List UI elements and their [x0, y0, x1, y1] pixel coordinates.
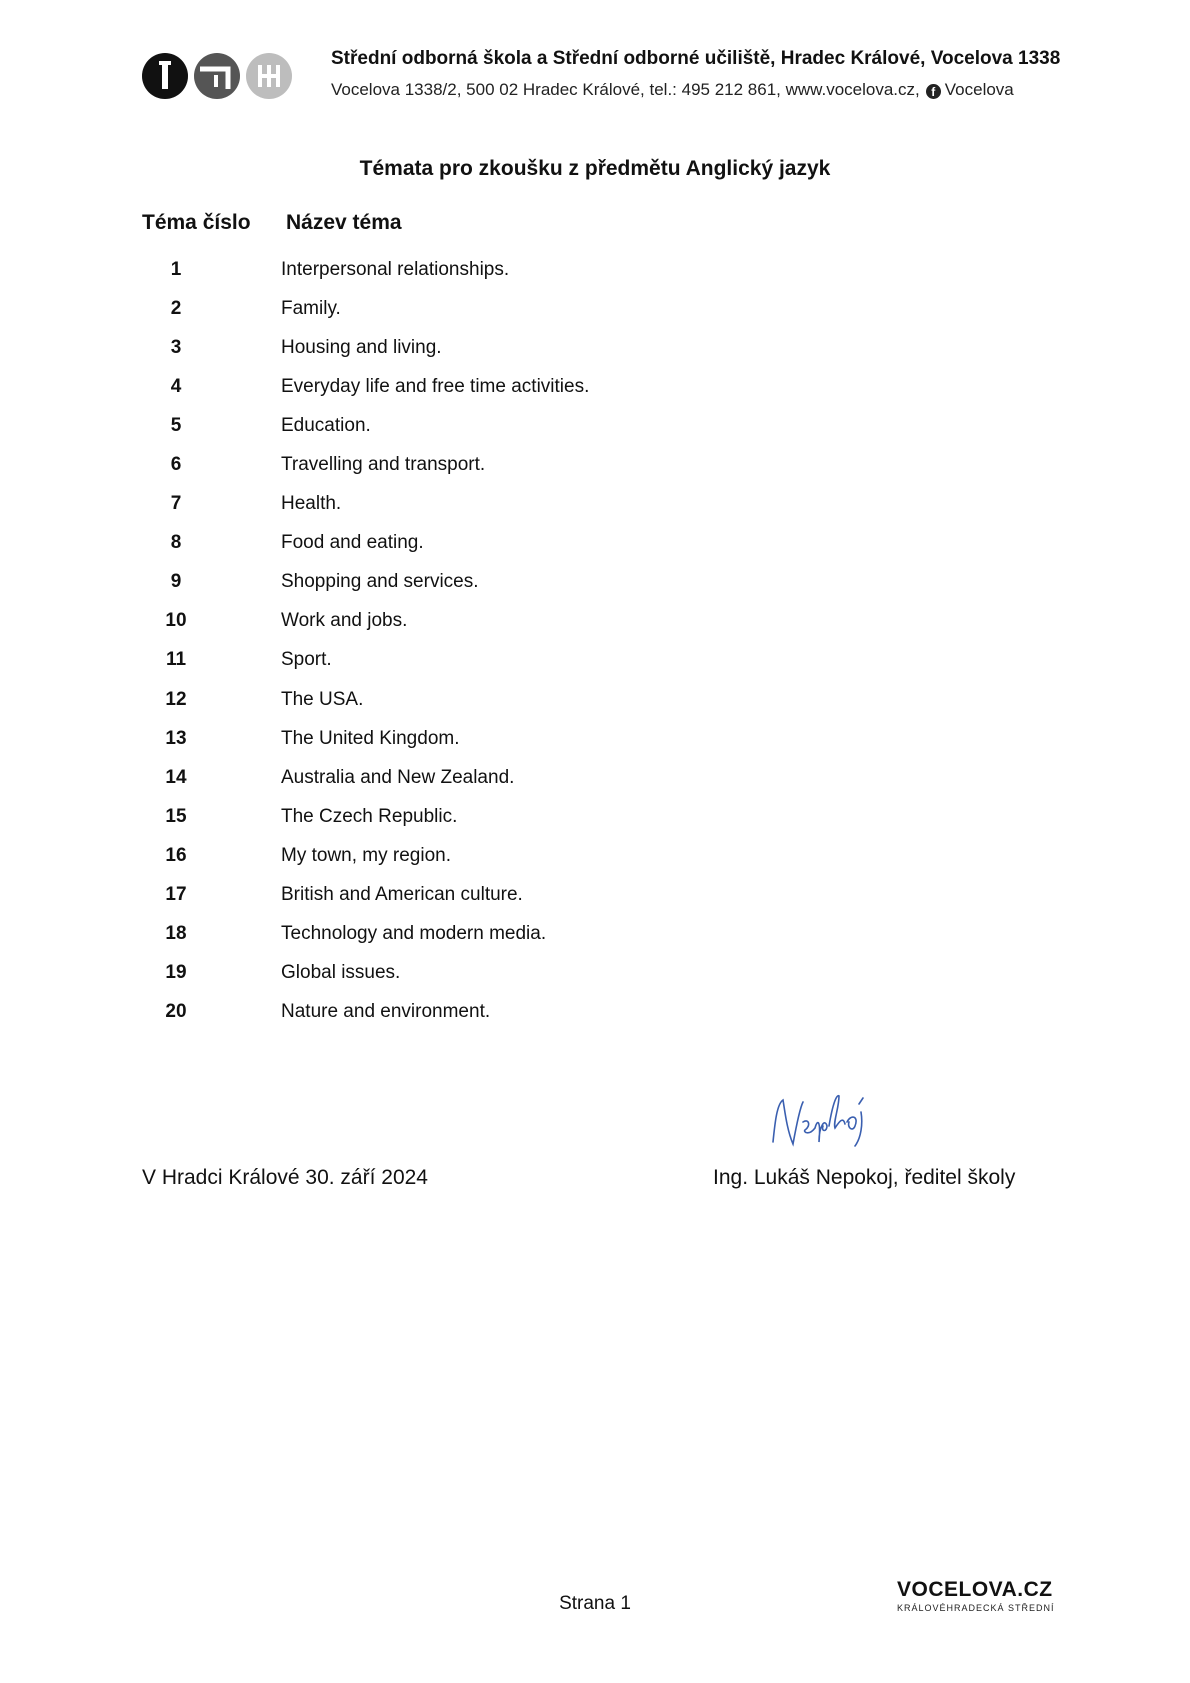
topic-title: Australia and New Zealand. [281, 766, 515, 788]
topic-title: The United Kingdom. [281, 727, 460, 749]
topic-row [142, 406, 842, 445]
topic-number: 10 [165, 610, 187, 632]
facebook-label[interactable]: Vocelova [944, 80, 1014, 99]
school-logo-dark-icon [142, 53, 188, 99]
topic-number: 8 [170, 532, 182, 554]
topic-title: British and American culture. [281, 884, 523, 906]
topic-number: 11 [165, 649, 187, 671]
topic-title: Technology and modern media. [281, 923, 547, 945]
topic-number: 20 [165, 1001, 187, 1023]
topic-number: 12 [165, 688, 187, 710]
topic-title: Sport. [281, 649, 332, 671]
topic-list [142, 250, 842, 1032]
topic-row [142, 250, 842, 289]
topic-row [142, 954, 842, 993]
topic-row [142, 563, 842, 602]
school-logos [142, 53, 292, 99]
brand-name: VOCELOVA.CZ [897, 1578, 1053, 1601]
topic-number: 2 [170, 297, 182, 319]
topic-row [142, 758, 842, 797]
school-logo-gray-icon [194, 53, 240, 99]
place-and-date: V Hradci Králové 30. září 2024 [142, 1166, 428, 1189]
school-name: Střední odborná škola a Střední odborné učiliště, Hradec Králové, Vocelova 1338 [331, 48, 1061, 69]
topic-title: Housing and living. [281, 336, 442, 358]
topic-number: 18 [165, 923, 187, 945]
document-title: Témata pro zkoušku z předmětu Anglický jazyk [359, 157, 831, 180]
topic-number: 4 [170, 375, 182, 397]
topic-title: Work and jobs. [281, 610, 408, 632]
topic-row [142, 993, 842, 1032]
topic-row [142, 289, 842, 328]
topic-row [142, 680, 842, 719]
topic-row [142, 641, 842, 680]
topic-row [142, 797, 842, 836]
topic-row [142, 524, 842, 563]
contact-text: Vocelova 1338/2, 500 02 Hradec Králové, tel.: 495 212 861, www.vocelova.cz, [331, 80, 920, 99]
brand-logo[interactable] [897, 1578, 1055, 1613]
topic-row [142, 915, 842, 954]
topic-row [142, 328, 842, 367]
school-logo-light-icon [246, 53, 292, 99]
facebook-icon[interactable]: f [926, 84, 941, 99]
school-contact [331, 80, 1014, 100]
topic-row [142, 367, 842, 406]
topic-title: The Czech Republic. [281, 805, 458, 827]
topic-title: Food and eating. [281, 532, 424, 554]
topic-title: Nature and environment. [281, 1001, 491, 1023]
topic-row [142, 719, 842, 758]
topic-row [142, 602, 842, 641]
signatory: Ing. Lukáš Nepokoj, ředitel školy [713, 1166, 1016, 1189]
topic-row [142, 876, 842, 915]
topic-number: 7 [170, 493, 182, 515]
topic-number: 17 [165, 884, 187, 906]
topic-number: 13 [165, 727, 187, 749]
topic-title: Everyday life and free time activities. [281, 375, 590, 397]
column-header-number: Téma číslo [142, 211, 251, 234]
topic-title: Education. [281, 414, 371, 436]
topic-number: 14 [165, 766, 187, 788]
page-number: Strana 1 [559, 1593, 631, 1614]
topic-row [142, 485, 842, 524]
topic-row [142, 836, 842, 875]
topic-number: 6 [170, 454, 182, 476]
topic-title: Interpersonal relationships. [281, 258, 510, 280]
topic-title: My town, my region. [281, 844, 451, 866]
topic-number: 3 [170, 336, 182, 358]
topic-title: The USA. [281, 688, 364, 710]
topic-title: Shopping and services. [281, 571, 479, 593]
topic-number: 1 [170, 258, 182, 280]
handwritten-signature-icon [763, 1082, 873, 1167]
topic-number: 15 [165, 805, 187, 827]
topic-title: Global issues. [281, 962, 401, 984]
topic-row [142, 445, 842, 484]
topic-number: 9 [170, 571, 182, 593]
topic-title: Travelling and transport. [281, 454, 486, 476]
column-header-name: Název téma [286, 211, 402, 234]
topic-title: Family. [281, 297, 341, 319]
topic-number: 19 [165, 962, 187, 984]
brand-subtitle: KRÁLOVÉHRADECKÁ STŘEDNÍ [897, 1603, 1055, 1613]
topic-number: 5 [170, 414, 182, 436]
topic-title: Health. [281, 493, 342, 515]
topic-number: 16 [165, 844, 187, 866]
